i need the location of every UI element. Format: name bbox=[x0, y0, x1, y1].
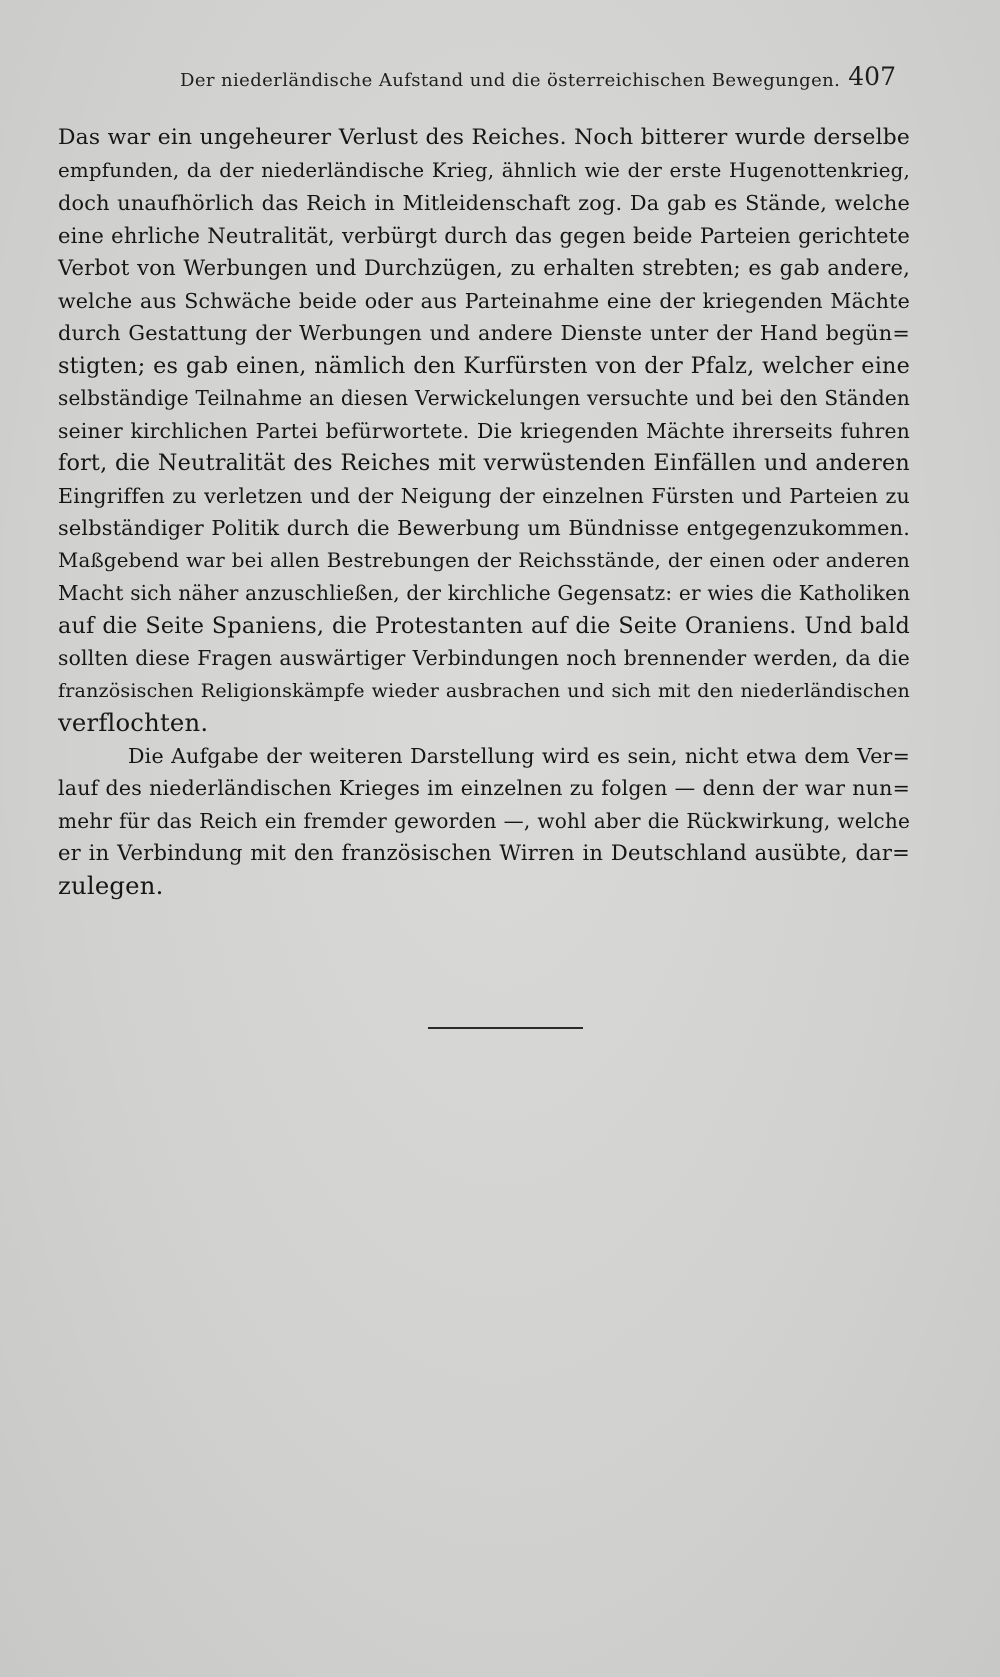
text-line: Verbot von Werbungen und Durchzügen, zu erhalten strebten; es gab andere, bbox=[58, 255, 910, 280]
text-line: empfunden, da der niederländische Krieg, ähnlich wie der erste Hugenottenkrieg, bbox=[58, 158, 910, 182]
text-line: lauf des niederländischen Krieges im einzelnen zu folgen — denn der war nun= bbox=[58, 776, 910, 800]
paragraph-1 bbox=[58, 122, 910, 740]
text-line: seiner kirchlichen Partei befürwortete. Die kriegenden Mächte ihrerseits fuhren bbox=[58, 418, 910, 443]
section-end-rule bbox=[428, 1027, 583, 1029]
text-line: stigten; es gab einen, nämlich den Kurfürsten von der Pfalz, welcher eine bbox=[58, 352, 910, 379]
text-line: auf die Seite Spaniens, die Protestanten auf die Seite Oraniens. Und bald bbox=[58, 612, 910, 639]
text-line: er in Verbindung mit den französischen Wirren in Deutschland ausübte, dar= bbox=[58, 840, 910, 865]
text-line: Maßgebend war bei allen Bestrebungen der Reichsstände, der einen oder anderen bbox=[58, 548, 910, 572]
text-line: eine ehrliche Neutralität, verbürgt durch das gegen beide Parteien gerichtete bbox=[58, 222, 910, 248]
page-header bbox=[140, 62, 900, 102]
text-line: fort, die Neutralität des Reiches mit verwüstenden Einfällen und anderen bbox=[58, 450, 910, 476]
text-line: doch unaufhörlich das Reich in Mitleidenschaft zog. Da gab es Stände, welche bbox=[58, 191, 910, 215]
text-line: welche aus Schwäche beide oder aus Parteinahme eine der kriegenden Mächte bbox=[58, 288, 910, 313]
text-line: durch Gestattung der Werbungen und andere Dienste unter der Hand begün= bbox=[58, 321, 910, 345]
paragraph-2 bbox=[58, 740, 910, 903]
text-line: Das war ein ungeheurer Verlust des Reiches. Noch bitterer wurde derselbe bbox=[58, 125, 910, 150]
page-number: 407 bbox=[848, 62, 896, 91]
body-text bbox=[58, 122, 910, 902]
text-line: sollten diese Fragen auswärtiger Verbindungen noch brennender werden, da die bbox=[58, 646, 910, 670]
text-line: zulegen. bbox=[58, 870, 164, 900]
text-line: französischen Religionskämpfe wieder ausbrachen und sich mit den niederländischen bbox=[58, 679, 910, 702]
text-line: selbständige Teilnahme an diesen Verwickelungen versuchte und bei den Ständen bbox=[58, 386, 910, 410]
text-line: Die Aufgabe der weiteren Darstellung wird es sein, nicht etwa dem Ver= bbox=[128, 743, 910, 768]
text-line: mehr für das Reich ein fremder geworden —, wohl aber die Rückwirkung, welche bbox=[58, 808, 910, 833]
text-line: Eingriffen zu verletzen und der Neigung der einzelnen Fürsten und Parteien zu bbox=[58, 483, 910, 508]
running-head: Der niederländische Aufstand und die österreichischen Bewegungen. bbox=[180, 70, 841, 91]
text-line: Macht sich näher anzuschließen, der kirchliche Gegensatz: er wies die Katholiken bbox=[58, 581, 911, 605]
text-line: verflochten. bbox=[58, 708, 209, 737]
text-line: selbständiger Politik durch die Bewerbung um Bündnisse entgegenzukommen. bbox=[58, 516, 910, 540]
